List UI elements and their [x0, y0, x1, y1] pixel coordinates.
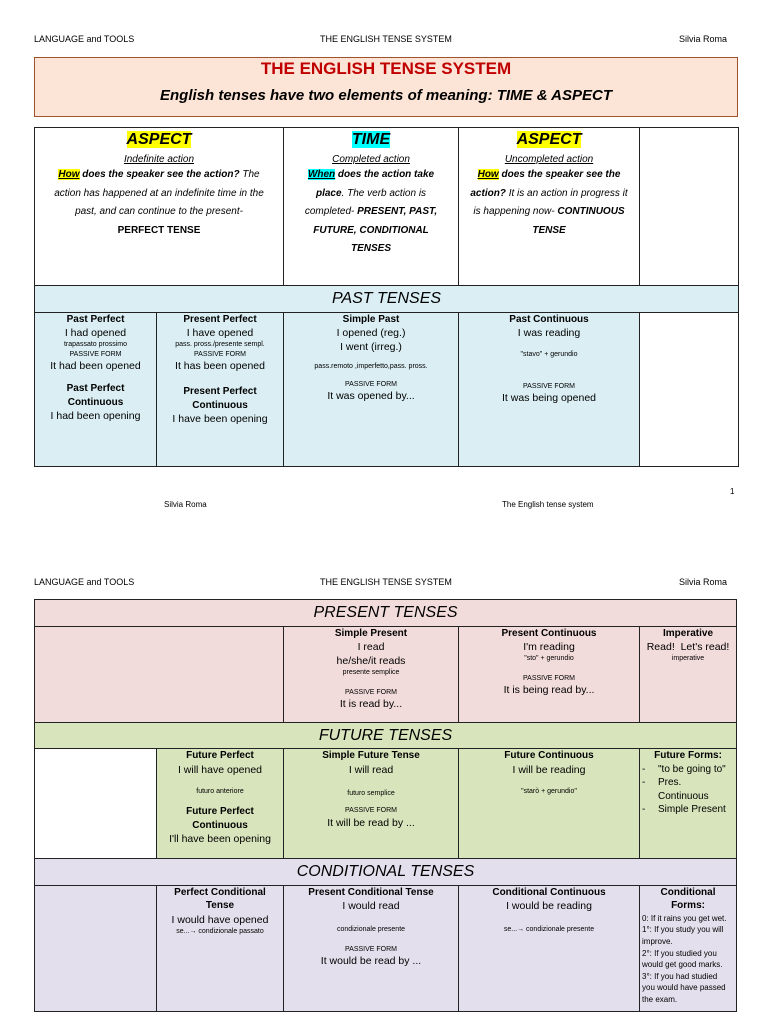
conditional-forms-cell: Conditional Forms: 0: If it rains you get wet. 1°: If you study you will improve. 2°: If you studied you would get good marks. 3°: If you had studied you would have passed the exam. — [640, 885, 737, 1011]
past-perfect-cell: Past Perfect I had opened trapassato prossimo PASSIVE FORM It had been opened Past Perfect Continuous I had been opening — [35, 312, 157, 466]
empty-cell — [640, 128, 739, 286]
page-title: THE ENGLISH TENSE SYSTEM — [260, 59, 512, 78]
empty-cell — [35, 626, 284, 722]
page-number: 1 — [730, 487, 735, 496]
empty-cell — [35, 885, 157, 1011]
header-left: LANGUAGE and TOOLS — [34, 577, 135, 587]
footer-left: Silvia Roma — [164, 500, 207, 509]
tense-table-page1 — [34, 127, 739, 467]
aspect-heading: ASPECT — [126, 131, 192, 148]
aspect-uncompleted-cell: ASPECT Uncompleted action How does the speaker see the action? It is an action in progress it is happening now- CONTINUOUS TENSE — [459, 128, 640, 286]
header-right: Silvia Roma — [679, 577, 728, 587]
past-continuous-cell: Past Continuous I was reading "stavo" + gerundio PASSIVE FORM It was being opened — [459, 312, 640, 466]
aspect-indefinite-cell: ASPECT Indefinite action How does the speaker see the action? The action has happened at an indefinite time in the past, and can continue to the present- PERFECT TENSE — [35, 128, 284, 286]
simple-present-cell: Simple Present I read he/she/it reads presente semplice PASSIVE FORM It is read by... — [284, 626, 459, 722]
present-conditional-cell: Present Conditional Tense I would read condizionale presente PASSIVE FORM It would be read by ... — [284, 885, 459, 1011]
page-subtitle: English tenses have two elements of meaning: TIME & ASPECT — [159, 87, 613, 104]
present-perfect-cell: Present Perfect I have opened pass. pross./presente sempl. PASSIVE FORM It has been opened Present Perfect Continuous I have been opening — [157, 312, 284, 466]
time-heading: TIME — [351, 131, 391, 148]
future-tenses-title: FUTURE TENSES — [35, 722, 737, 749]
past-tenses-title: PAST TENSES — [35, 286, 739, 313]
footer-center: The English tense system — [502, 500, 594, 509]
empty-cell — [640, 312, 739, 466]
simple-future-cell: Simple Future Tense I will read futuro semplice PASSIVE FORM It will be read by ... — [284, 749, 459, 859]
header-left: LANGUAGE and TOOLS — [34, 34, 135, 44]
time-completed-cell: TIME Completed action When does the action take place. The verb action is completed- PRESENT, PAST, FUTURE, CONDITIONAL TENSES — [284, 128, 459, 286]
conditional-tenses-title: CONDITIONAL TENSES — [35, 859, 737, 886]
future-forms-cell: Future Forms: - "to be going to" - Pres. Continuous - Simple Present — [640, 749, 737, 859]
imperative-cell: Imperative Read! Let's read! imperative — [640, 626, 737, 722]
conditional-continuous-cell: Conditional Continuous I would be reading se...→ condizionale presente — [459, 885, 640, 1011]
present-tenses-title: PRESENT TENSES — [35, 600, 737, 627]
present-continuous-cell: Present Continuous I'm reading "sto" + gerundio PASSIVE FORM It is being read by... — [459, 626, 640, 722]
header-right: Silvia Roma — [679, 34, 728, 44]
title-box — [34, 57, 738, 117]
aspect-caption: Indefinite action — [123, 153, 195, 165]
tense-table-page2 — [34, 599, 737, 1012]
future-continuous-cell: Future Continuous I will be reading "starò + gerundio" — [459, 749, 640, 859]
header-center: THE ENGLISH TENSE SYSTEM — [320, 34, 452, 44]
simple-past-cell: Simple Past I opened (reg.) I went (irreg.) pass.remoto ,imperfetto,pass. pross. PASSIVE FORM It was opened by... — [284, 312, 459, 466]
future-perfect-cell: Future Perfect I will have opened futuro anteriore Future Perfect Continuous I'll have been opening — [157, 749, 284, 859]
header-center: THE ENGLISH TENSE SYSTEM — [320, 577, 452, 587]
perfect-conditional-cell: Perfect Conditional Tense I would have opened se...→ condizionale passato — [157, 885, 284, 1011]
empty-cell — [35, 749, 157, 859]
